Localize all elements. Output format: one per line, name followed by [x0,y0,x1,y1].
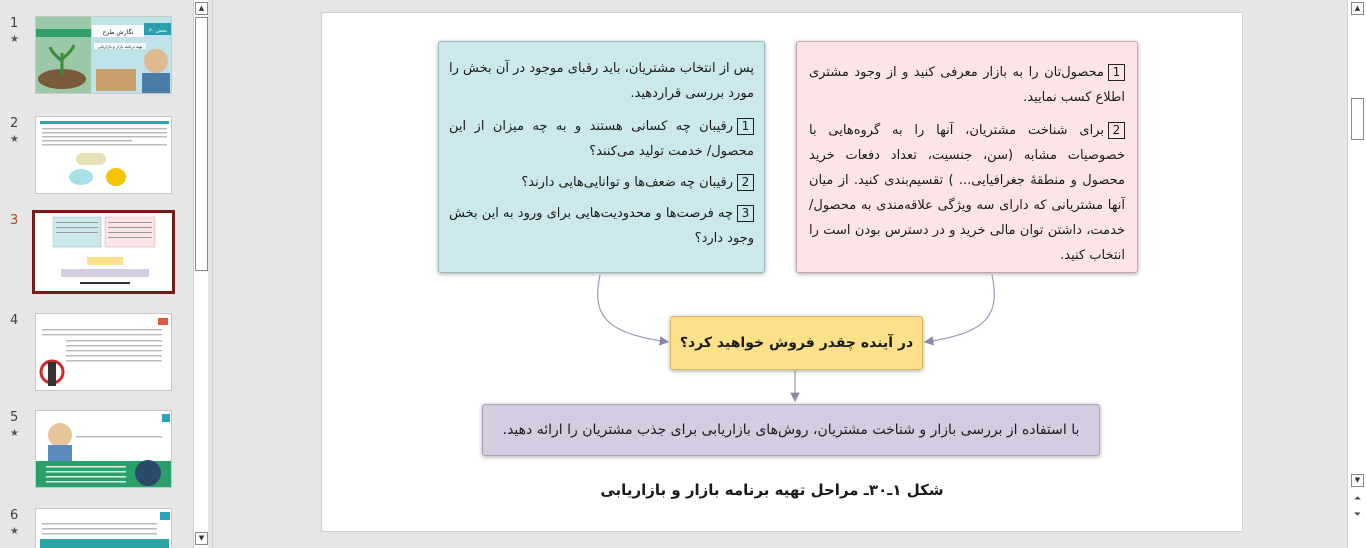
slide-thumbnail-2[interactable] [35,116,172,194]
slide-canvas[interactable] [321,12,1243,532]
slide-editing-area [214,0,1346,548]
previous-slide-icon[interactable]: ⏶ [1353,494,1362,504]
slide-number: 5 [10,410,19,425]
slide-thumbnail-4[interactable] [35,313,172,391]
blue-intro: پس از انتخاب مشتریان، باید رقبای موجود در آن بخش را مورد بررسی قراردهید. [449,61,754,101]
competitor-analysis-box[interactable] [438,41,765,273]
animation-star-icon: ★ [10,428,19,439]
slide-thumbnail-5[interactable] [35,410,172,488]
slide-number: 6 [10,508,19,523]
pink-item-1: 1محصول‌تان را به بازار معرفی کنید و از وجود مشتری اطلاع کسب نمایید. [809,65,1125,105]
number-badge: 2 [1108,122,1125,139]
blue-item-3: 3چه فرصت‌ها و محدودیت‌هایی برای ورود به این بخش وجود دارد؟ [449,206,754,246]
marketing-methods-box[interactable]: با استفاده از بررسی بازار و شناخت مشتریان، روش‌های بازاریابی برای جذب مشتریان را ارائه دهید. [482,404,1100,456]
scroll-down-icon[interactable]: ▼ [195,532,208,545]
slide-thumbnail-pane [0,0,192,548]
slide-number-active: 3 [10,213,19,228]
thumbnail-1-title: نگارش طرح [102,29,134,36]
scroll-up-icon[interactable]: ▲ [195,2,208,15]
arrow-pink-to-yellow [925,275,994,342]
animation-star-icon: ★ [10,34,19,45]
blue-item-1: 1رقیبان چه کسانی هستند و به چه میزان از این محصول/ خدمت تولید می‌کنند؟ [449,119,754,159]
arrow-blue-to-yellow [598,275,668,342]
animation-star-icon: ★ [10,526,19,537]
thumbnail-4-graphic [36,314,172,391]
blue-item-2: 2رقیبان چه ضعف‌ها و توانایی‌هایی دارند؟ [449,170,754,195]
scroll-up-icon[interactable]: ▲ [1351,2,1364,15]
figure-caption[interactable]: شکل ۱ـ۳۰ـ مراحل تهیه برنامه بازار و بازاریابی [600,481,944,499]
scroll-thumb[interactable] [195,17,208,271]
sales-forecast-box[interactable]: در آینده چقدر فروش خواهید کرد؟ [670,316,923,370]
scroll-thumb[interactable] [1351,98,1364,140]
number-badge: 2 [737,174,754,191]
slide-thumbnail-3-selected[interactable] [32,210,175,294]
slide-thumbnail-1[interactable] [35,16,172,94]
next-slide-icon[interactable]: ⏷ [1353,510,1362,520]
customer-identification-box[interactable] [796,41,1138,273]
scroll-down-icon[interactable]: ▼ [1351,474,1364,487]
pane-splitter[interactable] [209,0,213,548]
number-badge: 1 [737,118,754,135]
animation-star-icon: ★ [10,134,19,145]
slide-number: 4 [10,313,19,328]
thumbnail-1-graphic [36,17,172,94]
thumbnail-3-graphic [35,213,172,291]
thumbnail-scrollbar[interactable] [193,0,208,548]
number-badge: 1 [1108,64,1125,81]
thumbnail-1-chapter: بخش ۳۰ [149,28,167,34]
number-badge: 3 [737,205,754,222]
thumbnail-1-subtitle: تهیه برنامه بازار و بازاریابی [97,44,143,49]
slide-scrollbar[interactable] [1347,0,1366,548]
thumbnail-2-graphic [36,117,172,194]
slide-number: 1 [10,16,19,31]
thumbnail-5-graphic [36,411,172,488]
pink-item-2: 2برای شناخت مشتریان، آنها را به گروه‌هایی با خصوصیات مشابه (سن، جنسیت، تعداد دفعات خرید محصول و منطقهٔ جغرافیایی... ) تقسیم‌بندی کنید. از میان آنها مشتریانی که دارای سه ویژگی علاقه‌مندی به محصول/ خدمت، داشتن توان مالی خرید و در دسترس بودن است را انتخاب کنید. [809,123,1125,263]
slide-thumbnail-6[interactable] [35,508,172,548]
thumbnail-6-graphic [36,509,172,548]
slide-number: 2 [10,116,19,131]
